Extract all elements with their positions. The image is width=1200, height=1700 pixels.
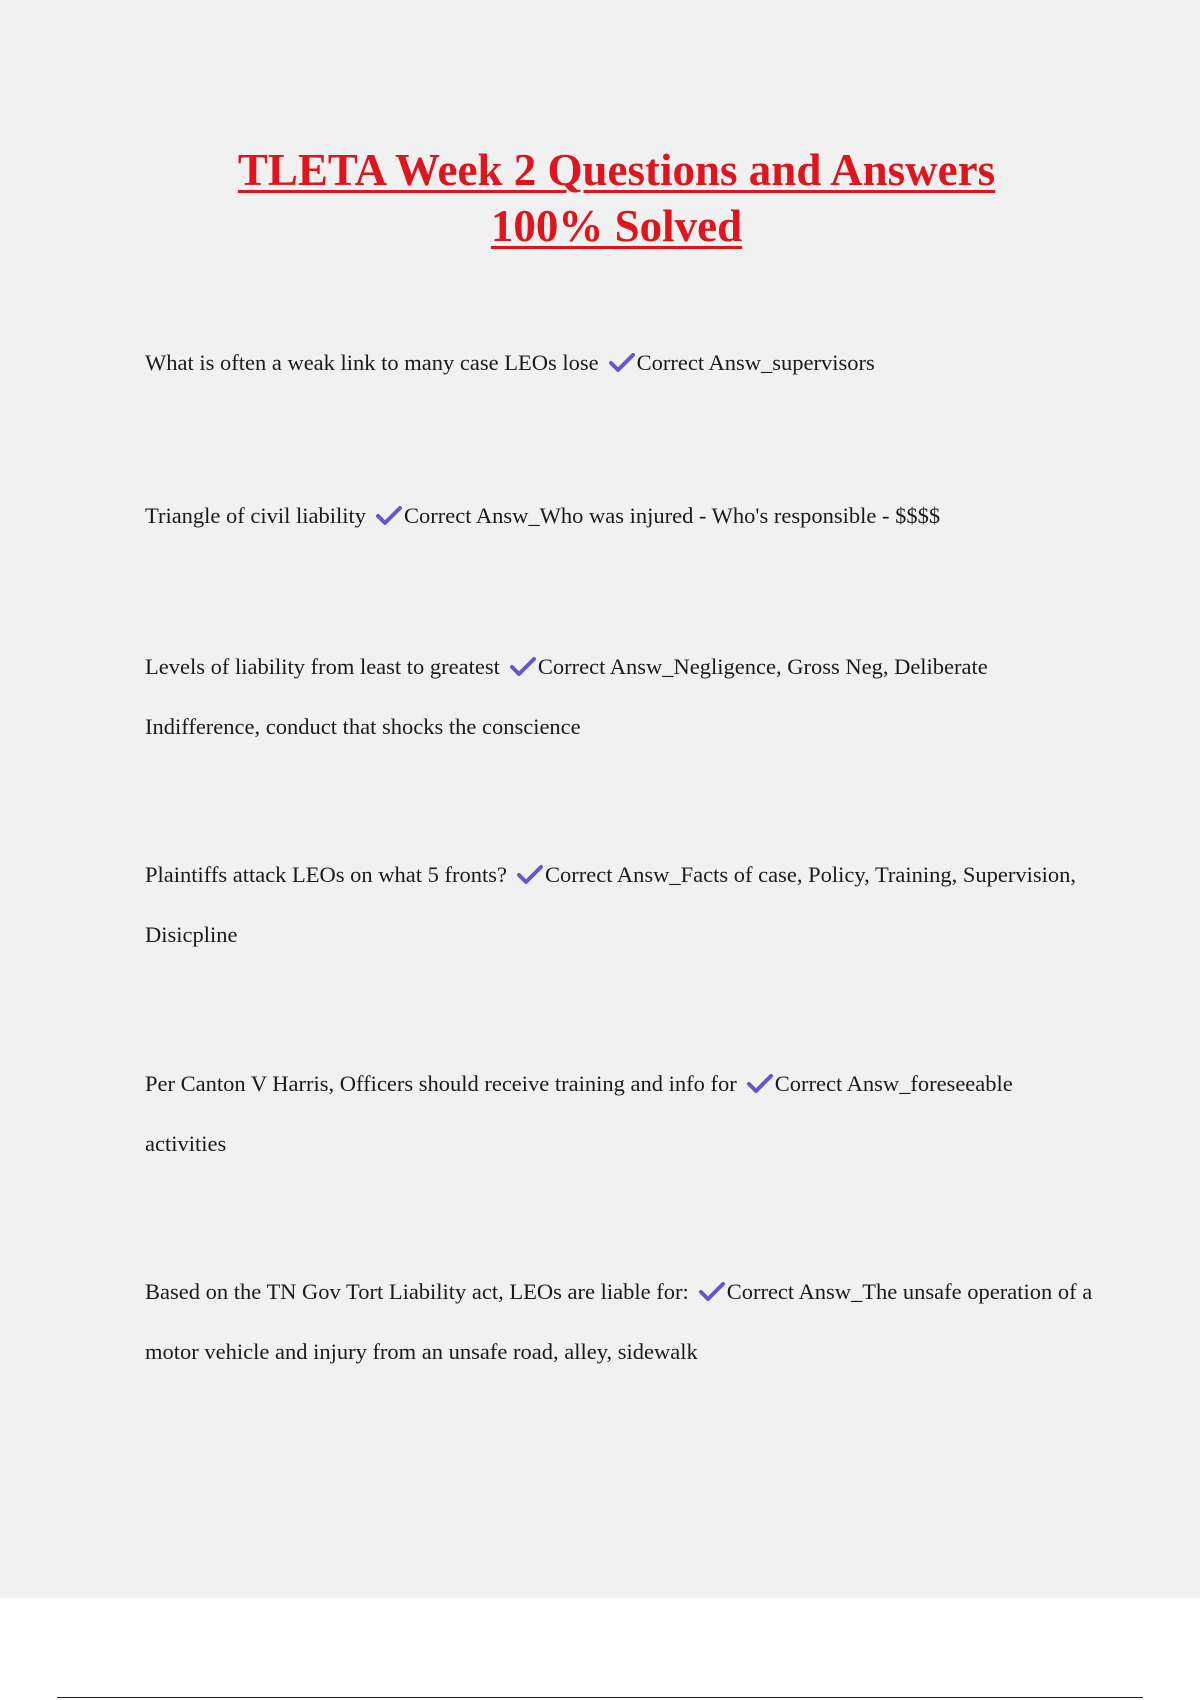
answer-text: Correct Answ_Facts of case, Policy, Training, Supervision, Disicpline bbox=[145, 862, 1077, 947]
answer-text: Correct Answ_foreseeable activities bbox=[145, 1071, 1013, 1156]
qa-item-6 bbox=[145, 1262, 1095, 1382]
answer-text: Correct Answ_supervisors bbox=[636, 350, 875, 375]
answer-text: Correct Answ_The unsafe operation of a motor vehicle and injury from an unsafe road, alley, sidewalk bbox=[145, 1279, 1093, 1364]
qa-item-2 bbox=[145, 486, 1095, 546]
question-text: Levels of liability from least to greatest bbox=[145, 654, 500, 679]
checkmark-icon bbox=[747, 1074, 773, 1094]
title-line-2: 100% Solved bbox=[490, 201, 743, 251]
answer-text: Correct Answ_Who was injured - Who's responsible - $$$$ bbox=[404, 503, 941, 528]
question-text: Plaintiffs attack LEOs on what 5 fronts? bbox=[145, 862, 508, 887]
qa-item-1 bbox=[145, 333, 1095, 393]
title-line-1: TLETA Week 2 Questions and Answers bbox=[237, 145, 996, 195]
question-text: Triangle of civil liability bbox=[145, 503, 367, 528]
document-title bbox=[0, 142, 1200, 254]
checkmark-icon bbox=[609, 353, 635, 373]
question-text: What is often a weak link to many case LEOs lose bbox=[145, 350, 599, 375]
qa-item-4 bbox=[145, 845, 1095, 965]
footer-divider bbox=[57, 1697, 1143, 1698]
answer-text: Correct Answ_Negligence, Gross Neg, Deliberate Indifference, conduct that shocks the conscience bbox=[145, 654, 988, 739]
checkmark-icon bbox=[699, 1282, 725, 1302]
qa-item-3 bbox=[145, 637, 1095, 757]
question-text: Based on the TN Gov Tort Liability act, LEOs are liable for: bbox=[145, 1279, 689, 1304]
checkmark-icon bbox=[517, 865, 543, 885]
question-text: Per Canton V Harris, Officers should receive training and info for bbox=[145, 1071, 737, 1096]
qa-item-5 bbox=[145, 1054, 1095, 1174]
checkmark-icon bbox=[510, 657, 536, 677]
checkmark-icon bbox=[376, 506, 402, 526]
